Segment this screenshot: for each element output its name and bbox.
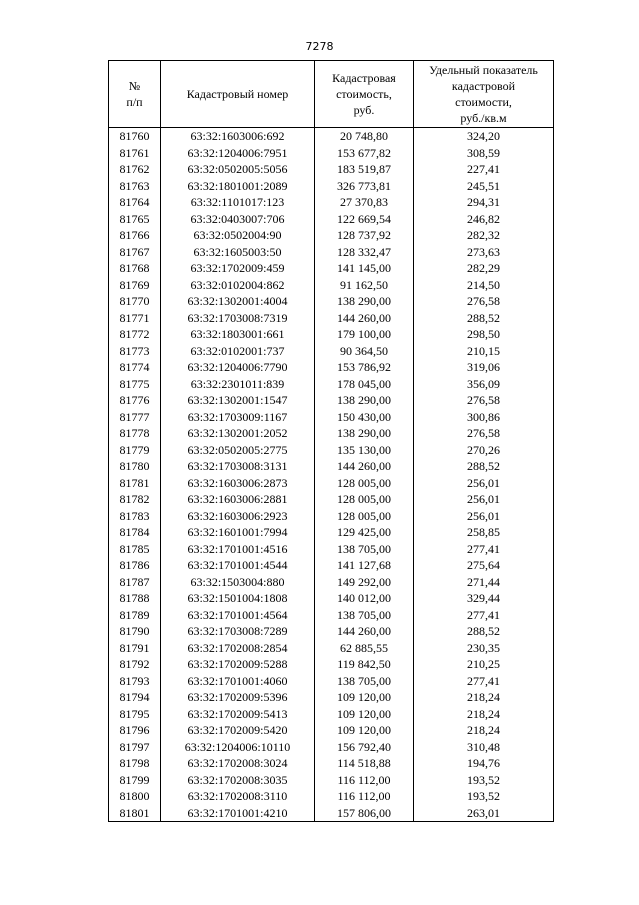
cell-cadastral-number: 63:32:1703008:7289 [161,623,315,640]
cell-specific-indicator: 258,85 [414,524,554,541]
cell-number: 81798 [109,755,161,772]
cell-specific-indicator: 218,24 [414,722,554,739]
cell-specific-indicator: 276,58 [414,425,554,442]
table-row [109,656,554,673]
cell-number: 81790 [109,623,161,640]
table-row [109,425,554,442]
cell-number: 81796 [109,722,161,739]
table-row [109,706,554,723]
cell-cadastral-number: 63:32:1302001:2052 [161,425,315,442]
table-row [109,623,554,640]
cell-specific-indicator: 298,50 [414,326,554,343]
cell-number: 81791 [109,640,161,657]
cell-number: 81792 [109,656,161,673]
cell-cadastral-value: 183 519,87 [315,161,414,178]
cell-cadastral-number: 63:32:1702008:3110 [161,788,315,805]
cell-number: 81784 [109,524,161,541]
cell-number: 81800 [109,788,161,805]
cell-number: 81785 [109,541,161,558]
cell-cadastral-number: 63:32:1702008:3024 [161,755,315,772]
cell-number: 81789 [109,607,161,624]
cell-specific-indicator: 288,52 [414,310,554,327]
cell-cadastral-value: 119 842,50 [315,656,414,673]
table-row [109,722,554,739]
cell-number: 81765 [109,211,161,228]
table-row [109,293,554,310]
cell-specific-indicator: 277,41 [414,541,554,558]
cell-specific-indicator: 273,63 [414,244,554,261]
cell-cadastral-value: 140 012,00 [315,590,414,607]
cell-cadastral-value: 116 112,00 [315,772,414,789]
cell-cadastral-number: 63:32:1204006:10110 [161,739,315,756]
cell-cadastral-value: 141 145,00 [315,260,414,277]
cell-cadastral-number: 63:32:1701001:4564 [161,607,315,624]
cell-cadastral-value: 144 260,00 [315,458,414,475]
cell-cadastral-number: 63:32:1503004:880 [161,574,315,591]
cell-cadastral-number: 63:32:0102004:862 [161,277,315,294]
cell-number: 81794 [109,689,161,706]
cell-number: 81783 [109,508,161,525]
table-row [109,805,554,822]
cell-cadastral-number: 63:32:1701001:4516 [161,541,315,558]
cell-number: 81797 [109,739,161,756]
cell-specific-indicator: 356,09 [414,376,554,393]
cell-cadastral-number: 63:32:2301011:839 [161,376,315,393]
cell-cadastral-number: 63:32:1702009:5413 [161,706,315,723]
cell-cadastral-number: 63:32:1603006:692 [161,128,315,145]
table-row [109,458,554,475]
cell-specific-indicator: 276,58 [414,392,554,409]
cell-specific-indicator: 230,35 [414,640,554,657]
cell-cadastral-number: 63:32:0502004:90 [161,227,315,244]
cell-specific-indicator: 256,01 [414,475,554,492]
cell-specific-indicator: 218,24 [414,706,554,723]
cell-number: 81764 [109,194,161,211]
cell-cadastral-number: 63:32:1302001:1547 [161,392,315,409]
cell-specific-indicator: 256,01 [414,491,554,508]
cell-cadastral-number: 63:32:1702009:459 [161,260,315,277]
cell-cadastral-number: 63:32:1702009:5420 [161,722,315,739]
cell-number: 81761 [109,145,161,162]
table-row [109,244,554,261]
cell-cadastral-value: 149 292,00 [315,574,414,591]
cell-cadastral-value: 153 786,92 [315,359,414,376]
cell-specific-indicator: 288,52 [414,623,554,640]
cell-number: 81793 [109,673,161,690]
cell-number: 81776 [109,392,161,409]
table-row [109,392,554,409]
cell-specific-indicator: 319,06 [414,359,554,376]
cell-specific-indicator: 329,44 [414,590,554,607]
cell-specific-indicator: 214,50 [414,277,554,294]
table-row [109,739,554,756]
cell-specific-indicator: 194,76 [414,755,554,772]
cell-number: 81762 [109,161,161,178]
cell-number: 81780 [109,458,161,475]
table-header [109,61,554,128]
cell-cadastral-value: 138 290,00 [315,392,414,409]
table-row [109,541,554,558]
cell-number: 81787 [109,574,161,591]
cell-cadastral-number: 63:32:1703008:7319 [161,310,315,327]
cell-cadastral-value: 179 100,00 [315,326,414,343]
cell-number: 81767 [109,244,161,261]
table-row [109,524,554,541]
cell-cadastral-number: 63:32:0502005:2775 [161,442,315,459]
cell-specific-indicator: 256,01 [414,508,554,525]
cell-number: 81768 [109,260,161,277]
cell-cadastral-value: 141 127,68 [315,557,414,574]
cell-specific-indicator: 300,86 [414,409,554,426]
cell-cadastral-number: 63:32:1702008:2854 [161,640,315,657]
cell-specific-indicator: 288,52 [414,458,554,475]
cadastral-value-table [108,60,554,822]
cell-specific-indicator: 245,51 [414,178,554,195]
table-row [109,310,554,327]
cell-specific-indicator: 193,52 [414,788,554,805]
table-row [109,755,554,772]
cell-cadastral-value: 135 130,00 [315,442,414,459]
cell-cadastral-number: 63:32:1701001:4544 [161,557,315,574]
cell-specific-indicator: 294,31 [414,194,554,211]
cell-cadastral-value: 114 518,88 [315,755,414,772]
cell-cadastral-number: 63:32:0502005:5056 [161,161,315,178]
cell-cadastral-value: 128 005,00 [315,475,414,492]
cell-cadastral-value: 128 332,47 [315,244,414,261]
table-row [109,145,554,162]
table-row [109,574,554,591]
table-row [109,161,554,178]
cell-cadastral-number: 63:32:1204006:7790 [161,359,315,376]
cell-specific-indicator: 276,58 [414,293,554,310]
cell-specific-indicator: 275,64 [414,557,554,574]
cell-number: 81795 [109,706,161,723]
cell-specific-indicator: 271,44 [414,574,554,591]
table-row [109,640,554,657]
table-row [109,277,554,294]
cell-cadastral-value: 157 806,00 [315,805,414,822]
cell-cadastral-value: 91 162,50 [315,277,414,294]
cell-cadastral-value: 138 290,00 [315,425,414,442]
cell-cadastral-value: 153 677,82 [315,145,414,162]
cell-cadastral-number: 63:32:1204006:7951 [161,145,315,162]
cell-cadastral-number: 63:32:1702009:5288 [161,656,315,673]
table-row [109,359,554,376]
cell-number: 81782 [109,491,161,508]
cell-specific-indicator: 277,41 [414,673,554,690]
table-row [109,491,554,508]
table-row [109,326,554,343]
cell-number: 81760 [109,128,161,145]
cell-specific-indicator: 210,15 [414,343,554,360]
column-header-cadastral-value: Кадастровая стоимость, руб. [315,61,414,128]
table-row [109,508,554,525]
cell-cadastral-value: 90 364,50 [315,343,414,360]
cell-cadastral-value: 156 792,40 [315,739,414,756]
cell-cadastral-number: 63:32:1601001:7994 [161,524,315,541]
cell-cadastral-value: 326 773,81 [315,178,414,195]
cell-cadastral-value: 138 290,00 [315,293,414,310]
cell-cadastral-number: 63:32:1501004:1808 [161,590,315,607]
cell-cadastral-value: 109 120,00 [315,722,414,739]
table-row [109,772,554,789]
cell-cadastral-value: 109 120,00 [315,689,414,706]
cell-cadastral-number: 63:32:0102001:737 [161,343,315,360]
table-row [109,376,554,393]
cell-number: 81771 [109,310,161,327]
cell-number: 81774 [109,359,161,376]
table-row [109,788,554,805]
cell-cadastral-number: 63:32:1702008:3035 [161,772,315,789]
column-header-number: № п/п [109,61,161,128]
cell-cadastral-number: 63:32:1603006:2873 [161,475,315,492]
cell-cadastral-number: 63:32:0403007:706 [161,211,315,228]
cell-specific-indicator: 227,41 [414,161,554,178]
cell-specific-indicator: 308,59 [414,145,554,162]
table-row [109,343,554,360]
cell-number: 81766 [109,227,161,244]
cell-specific-indicator: 277,41 [414,607,554,624]
cell-cadastral-value: 27 370,83 [315,194,414,211]
cell-cadastral-value: 129 425,00 [315,524,414,541]
column-header-cadastral-number: Кадастровый номер [161,61,315,128]
cell-cadastral-value: 138 705,00 [315,673,414,690]
cell-specific-indicator: 246,82 [414,211,554,228]
cell-cadastral-value: 178 045,00 [315,376,414,393]
cell-specific-indicator: 210,25 [414,656,554,673]
cell-number: 81772 [109,326,161,343]
cell-specific-indicator: 310,48 [414,739,554,756]
page-number: 7278 [305,40,334,53]
cell-cadastral-value: 128 737,92 [315,227,414,244]
cell-cadastral-value: 128 005,00 [315,508,414,525]
cell-number: 81763 [109,178,161,195]
cell-cadastral-value: 62 885,55 [315,640,414,657]
table-header-row [109,61,554,128]
table-body [109,128,554,822]
cell-number: 81799 [109,772,161,789]
table-row [109,178,554,195]
cell-cadastral-number: 63:32:1101017:123 [161,194,315,211]
cell-number: 81775 [109,376,161,393]
cell-cadastral-value: 144 260,00 [315,623,414,640]
cell-cadastral-value: 128 005,00 [315,491,414,508]
table-row [109,673,554,690]
cell-number: 81773 [109,343,161,360]
cell-cadastral-number: 63:32:1801001:2089 [161,178,315,195]
table-row [109,227,554,244]
cell-specific-indicator: 324,20 [414,128,554,145]
cell-number: 81801 [109,805,161,822]
table-row [109,590,554,607]
cell-number: 81788 [109,590,161,607]
table-row [109,607,554,624]
cell-cadastral-number: 63:32:1701001:4210 [161,805,315,822]
cell-specific-indicator: 218,24 [414,689,554,706]
cell-specific-indicator: 282,32 [414,227,554,244]
cell-cadastral-number: 63:32:1702009:5396 [161,689,315,706]
cell-specific-indicator: 263,01 [414,805,554,822]
cell-cadastral-value: 150 430,00 [315,409,414,426]
cell-number: 81781 [109,475,161,492]
table-row [109,409,554,426]
table-row [109,557,554,574]
table-row [109,689,554,706]
cell-cadastral-value: 20 748,80 [315,128,414,145]
cell-cadastral-number: 63:32:1302001:4004 [161,293,315,310]
cell-cadastral-number: 63:32:1603006:2881 [161,491,315,508]
cell-specific-indicator: 282,29 [414,260,554,277]
cell-number: 81769 [109,277,161,294]
cell-cadastral-number: 63:32:1603006:2923 [161,508,315,525]
table-row [109,194,554,211]
cell-number: 81777 [109,409,161,426]
cell-specific-indicator: 193,52 [414,772,554,789]
table-row [109,128,554,145]
table-row [109,260,554,277]
column-header-specific-indicator: Удельный показатель кадастровой стоимости, руб./кв.м [414,61,554,128]
table-row [109,475,554,492]
cell-cadastral-number: 63:32:1703009:1167 [161,409,315,426]
cell-cadastral-value: 109 120,00 [315,706,414,723]
cell-cadastral-value: 138 705,00 [315,541,414,558]
cell-number: 81770 [109,293,161,310]
cell-cadastral-value: 138 705,00 [315,607,414,624]
cell-specific-indicator: 270,26 [414,442,554,459]
cell-number: 81778 [109,425,161,442]
cell-cadastral-value: 116 112,00 [315,788,414,805]
cell-cadastral-number: 63:32:1605003:50 [161,244,315,261]
cell-number: 81786 [109,557,161,574]
cell-cadastral-number: 63:32:1701001:4060 [161,673,315,690]
cell-cadastral-value: 122 669,54 [315,211,414,228]
cell-cadastral-value: 144 260,00 [315,310,414,327]
table-row [109,442,554,459]
cell-cadastral-number: 63:32:1703008:3131 [161,458,315,475]
cell-number: 81779 [109,442,161,459]
table-row [109,211,554,228]
cell-cadastral-number: 63:32:1803001:661 [161,326,315,343]
